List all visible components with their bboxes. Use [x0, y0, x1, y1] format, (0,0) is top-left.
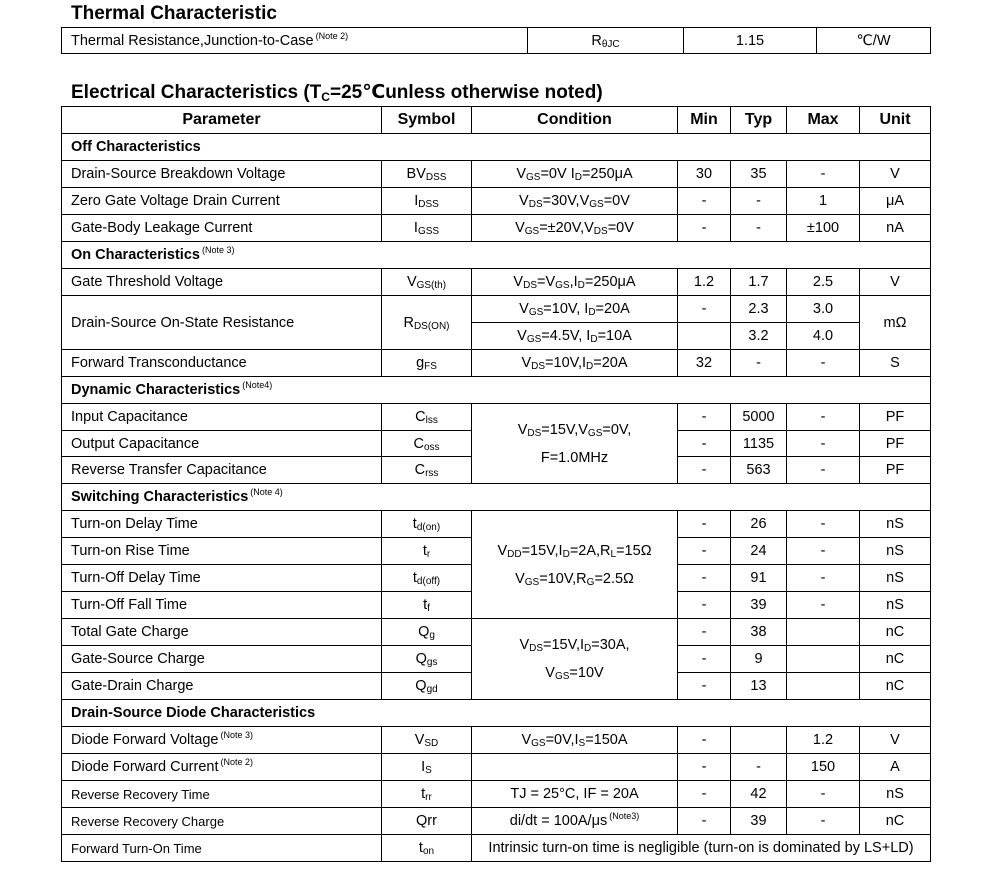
section-off [62, 134, 931, 161]
unit-cell: nS [860, 511, 931, 538]
param-cell [62, 781, 382, 808]
note-ref: (Note 3) [220, 730, 254, 740]
param-label: Turn-on Delay Time [71, 516, 198, 532]
min-cell: - [678, 215, 731, 242]
electrical-title [71, 82, 603, 104]
max-cell: 3.0 [787, 296, 860, 323]
typ-cell: 91 [731, 565, 787, 592]
condition-cell: $V_{DS}=30V,V_{GS}=0V$ [472, 188, 678, 215]
typ-cell: - [731, 188, 787, 215]
max-cell: - [787, 431, 860, 457]
value-cell: 1.15 [684, 28, 817, 54]
symbol-cell [382, 754, 472, 781]
table-row [62, 269, 931, 296]
typ-cell: 3.2 [731, 323, 787, 350]
table-row [62, 781, 931, 808]
param-label: Gate Threshold Voltage [71, 274, 224, 290]
param-cell [62, 592, 382, 619]
min-cell [678, 323, 731, 350]
param-cell [62, 188, 382, 215]
param-label: Reverse Recovery Time [71, 786, 210, 802]
symbol-sub: GS(th) [416, 280, 447, 291]
typ-cell: 42 [731, 781, 787, 808]
symbol-cell [382, 431, 472, 457]
symbol: t [412, 516, 417, 532]
unit-cell: PF [860, 457, 931, 484]
symbol: t [423, 597, 428, 613]
condition-line: $V_{GS}=10V$ [545, 665, 604, 682]
symbol-cell [382, 269, 472, 296]
symbol-sub: rss [425, 468, 439, 479]
symbol: t [421, 786, 426, 802]
unit-cell: nS [860, 781, 931, 808]
unit-cell: V [860, 269, 931, 296]
section-on [62, 242, 931, 269]
typ-cell: 35 [731, 161, 787, 188]
max-cell: 1.2 [787, 727, 860, 754]
title-sub: C [321, 90, 330, 104]
unit-cell: μA [860, 188, 931, 215]
min-cell: - [678, 619, 731, 646]
symbol-sub: lss [425, 415, 438, 426]
table-row [62, 727, 931, 754]
max-cell: 1 [787, 188, 860, 215]
table-row [62, 188, 931, 215]
typ-cell: 39 [731, 592, 787, 619]
max-cell: 4.0 [787, 323, 860, 350]
table-row [62, 404, 931, 431]
typ-cell: 1.7 [731, 269, 787, 296]
section-label: Switching Characteristics [71, 489, 249, 505]
symbol: C [415, 409, 426, 425]
symbol-cell [382, 457, 472, 484]
max-cell [787, 673, 860, 700]
param-label: Zero Gate Voltage Drain Current [71, 193, 280, 209]
table-row [62, 161, 931, 188]
param-cell [62, 619, 382, 646]
typ-cell: - [731, 215, 787, 242]
min-cell: - [678, 781, 731, 808]
symbol-sub: g [429, 630, 435, 641]
param-cell [62, 565, 382, 592]
symbol: I [421, 759, 426, 775]
min-cell: - [678, 727, 731, 754]
symbol-cell [382, 188, 472, 215]
symbol-sub: SD [424, 738, 439, 749]
max-cell: ±100 [787, 215, 860, 242]
min-cell: - [678, 808, 731, 835]
min-cell: - [678, 592, 731, 619]
thermal-title: Thermal Characteristic [71, 3, 277, 24]
condition-cell [472, 404, 678, 484]
typ-cell: - [731, 754, 787, 781]
max-cell: - [787, 592, 860, 619]
note-ref: (Note4) [242, 380, 273, 390]
table-row [62, 28, 931, 54]
param-cell [62, 673, 382, 700]
table-row [62, 619, 931, 646]
param-cell [62, 727, 382, 754]
typ-cell: 9 [731, 646, 787, 673]
param-label: Reverse Recovery Charge [71, 813, 225, 829]
col-max: Max [787, 107, 860, 134]
symbol: C [414, 462, 426, 478]
condition-cell: $V_{GS}=4.5V$, $I_D=10A$ [472, 323, 678, 350]
typ-cell: 38 [731, 619, 787, 646]
param-cell [62, 457, 382, 484]
section-row [62, 484, 931, 511]
symbol-sub: S [425, 765, 432, 776]
param-cell [62, 161, 382, 188]
symbol-sub: gs [426, 657, 438, 668]
symbol-sub: DS(ON) [413, 320, 450, 332]
col-parameter: Parameter [62, 107, 382, 134]
min-cell: - [678, 296, 731, 323]
condition-cell: $V_{GS}=\pm 20V,V_{DS}=0V$ [472, 215, 678, 242]
col-min: Min [678, 107, 731, 134]
condition-cell: Intrinsic turn-on time is negligible (turn-on is dominated by LS+LD) [472, 835, 931, 862]
note-ref: (Note 2) [220, 757, 253, 767]
electrical-table [61, 106, 931, 862]
param-cell [62, 269, 382, 296]
section-label: Drain-Source Diode Characteristics [71, 705, 316, 721]
param-cell [62, 404, 382, 431]
condition-cell [472, 619, 678, 700]
section-row [62, 700, 931, 727]
unit-cell: mΩ [860, 296, 931, 350]
min-cell: - [678, 754, 731, 781]
typ-cell: 5000 [731, 404, 787, 431]
param-cell [62, 28, 528, 54]
symbol-sub: gd [426, 684, 438, 695]
min-cell: - [678, 431, 731, 457]
unit-cell: A [860, 754, 931, 781]
condition-line: F=1.0MHz [540, 449, 609, 466]
min-cell: 32 [678, 350, 731, 377]
section-label: Dynamic Characteristics [71, 382, 241, 398]
symbol-cell [382, 592, 472, 619]
max-cell: - [787, 511, 860, 538]
symbol-sub: d(on) [416, 522, 441, 533]
header-row [62, 107, 931, 134]
title-part: =25℃unless otherwise noted) [329, 82, 603, 103]
symbol-sub: oss [423, 441, 440, 453]
max-cell [787, 646, 860, 673]
unit-cell: PF [860, 431, 931, 457]
param-cell [62, 538, 382, 565]
max-cell [787, 619, 860, 646]
condition-cell: $V_{DS}=10V,I_D=20A$ [472, 350, 678, 377]
table-row [62, 754, 931, 781]
param-label: Thermal Resistance,Junction-to-Case [71, 32, 314, 49]
symbol: I [414, 193, 419, 209]
symbol: BV [406, 166, 426, 182]
param-cell [62, 646, 382, 673]
section-dynamic [62, 377, 931, 404]
symbol-sub: rr [425, 792, 432, 803]
section-label: On Characteristics [71, 247, 200, 263]
symbol: g [416, 355, 425, 371]
condition-cell: di/dt = 100A/μs $^{(Note3)}$ [472, 808, 678, 835]
typ-cell: 26 [731, 511, 787, 538]
condition-cell: $V_{GS}=0V$ $I_D=250\mu A$ [472, 161, 678, 188]
param-label: Gate-Source Charge [71, 651, 205, 667]
unit-cell: PF [860, 404, 931, 431]
condition-line: $V_{DD}=15V,I_D=2A,R_L=15\Omega$ [497, 542, 652, 560]
unit-cell: V [860, 727, 931, 754]
col-unit: Unit [860, 107, 931, 134]
unit-cell: nS [860, 538, 931, 565]
unit-cell: nC [860, 619, 931, 646]
unit-cell: nC [860, 646, 931, 673]
symbol: C [413, 435, 424, 452]
param-label: Input Capacitance [71, 409, 188, 425]
symbol: Q [415, 651, 427, 667]
unit-cell: nC [860, 673, 931, 700]
condition-line: $V_{DS}=15V,V_{GS}=0V$, [517, 421, 632, 439]
min-cell: - [678, 538, 731, 565]
symbol: t [412, 570, 417, 586]
unit-cell: ℃/W [817, 28, 931, 54]
param-label: Gate-Drain Charge [71, 678, 194, 694]
symbol: t [418, 840, 423, 856]
section-row [62, 377, 931, 404]
param-label: Output Capacitance [71, 435, 200, 452]
symbol-cell [382, 835, 472, 862]
param-label: Diode Forward Current [71, 759, 219, 775]
param-cell: Drain-Source On-State Resistance [62, 296, 382, 350]
section-row [62, 242, 931, 269]
table-row [62, 835, 931, 862]
table-row [62, 511, 931, 538]
param-cell [62, 754, 382, 781]
typ-cell: 24 [731, 538, 787, 565]
symbol-sub: DSS [418, 199, 439, 210]
symbol-cell [382, 646, 472, 673]
note-ref: (Note 3) [201, 245, 235, 255]
param-cell [62, 350, 382, 377]
symbol: V [406, 274, 417, 290]
symbol-cell [382, 808, 472, 835]
condition-cell [472, 511, 678, 619]
col-symbol: Symbol [382, 107, 472, 134]
unit-cell: nS [860, 592, 931, 619]
unit-cell: nS [860, 565, 931, 592]
symbol-sub: θJC [601, 38, 620, 50]
typ-cell: 563 [731, 457, 787, 484]
symbol-cell [382, 727, 472, 754]
symbol-cell [382, 161, 472, 188]
col-condition: Condition [472, 107, 678, 134]
symbol-cell [382, 673, 472, 700]
max-cell: - [787, 538, 860, 565]
param-cell [62, 215, 382, 242]
param-label: Gate-Body Leakage Current [71, 220, 253, 236]
min-cell: - [678, 565, 731, 592]
max-cell: - [787, 565, 860, 592]
max-cell: - [787, 404, 860, 431]
param-label: Forward Transconductance [71, 355, 247, 371]
min-cell: - [678, 457, 731, 484]
unit-cell: nC [860, 808, 931, 835]
param-cell: Forward Turn-On Time [62, 835, 382, 862]
typ-cell: 13 [731, 673, 787, 700]
symbol: Q [415, 678, 427, 694]
symbol-cell [382, 565, 472, 592]
max-cell: - [787, 808, 860, 835]
table-row [62, 215, 931, 242]
param-label: Turn-Off Fall Time [71, 597, 188, 613]
condition-cell: $V_{GS}=0V,I_S=150A$ [472, 727, 678, 754]
max-cell: - [787, 350, 860, 377]
symbol: I [413, 220, 418, 236]
condition-cell [472, 754, 678, 781]
table-row [62, 350, 931, 377]
symbol-cell [382, 404, 472, 431]
symbol-cell [382, 511, 472, 538]
param-label: Total Gate Charge [71, 624, 189, 640]
typ-cell: 39 [731, 808, 787, 835]
typ-cell: 1135 [731, 431, 787, 457]
symbol-sub: f [427, 603, 430, 614]
symbol: t [422, 543, 427, 559]
max-cell: - [787, 781, 860, 808]
param-label: Diode Forward Voltage [71, 732, 219, 748]
param-label: Reverse Transfer Capacitance [71, 462, 267, 478]
symbol-cell [382, 619, 472, 646]
unit-cell: S [860, 350, 931, 377]
typ-cell [731, 727, 787, 754]
condition-line: $V_{DS}=15V,I_D=30A$, [519, 637, 630, 654]
min-cell: - [678, 673, 731, 700]
thermal-table [61, 27, 931, 54]
symbol-sub: d(off) [416, 576, 441, 587]
section-row [62, 134, 931, 161]
param-label: Turn-on Rise Time [71, 543, 190, 559]
max-cell: - [787, 457, 860, 484]
min-cell: 1.2 [678, 269, 731, 296]
symbol-sub: r [426, 549, 431, 560]
section-label: Off Characteristics [71, 139, 201, 155]
section-switching [62, 484, 931, 511]
min-cell: - [678, 646, 731, 673]
param-cell [62, 431, 382, 457]
unit-cell: nA [860, 215, 931, 242]
symbol: V [414, 732, 425, 748]
min-cell: - [678, 404, 731, 431]
param-cell [62, 808, 382, 835]
max-cell: 2.5 [787, 269, 860, 296]
condition-cell: TJ = 25°C, IF = 20A [472, 781, 678, 808]
param-cell [62, 511, 382, 538]
table-row [62, 808, 931, 835]
typ-cell: 2.3 [731, 296, 787, 323]
max-cell: 150 [787, 754, 860, 781]
symbol-cell [382, 350, 472, 377]
min-cell: - [678, 511, 731, 538]
symbol-cell [382, 215, 472, 242]
symbol-cell [528, 28, 684, 54]
symbol-sub: FS [424, 361, 437, 372]
symbol-cell [382, 781, 472, 808]
note-ref: (Note 2) [315, 30, 349, 41]
max-cell: - [787, 161, 860, 188]
table-row [62, 296, 931, 323]
param-label: Drain-Source Breakdown Voltage [71, 166, 286, 182]
symbol: Q [418, 624, 430, 640]
symbol-sub: on [422, 846, 435, 857]
symbol-cell [382, 296, 472, 350]
condition-cell: $V_{GS}=10V$, $I_D=20A$ [472, 296, 678, 323]
condition-line: $V_{GS}=10V,R_G=2.5\Omega$ [515, 570, 634, 588]
symbol-sub: DSS [425, 172, 447, 183]
typ-cell: - [731, 350, 787, 377]
title-part: Electrical Characteristics (T [71, 82, 322, 103]
symbol: Qrr [416, 813, 437, 829]
note-ref: (Note 4) [250, 487, 283, 497]
condition-cell: $V_{DS}=V_{GS},I_D=250\mu A$ [472, 269, 678, 296]
symbol-cell [382, 538, 472, 565]
symbol: R [403, 314, 414, 331]
symbol-sub: GSS [417, 226, 440, 237]
param-label: Turn-Off Delay Time [71, 570, 201, 586]
col-typ: Typ [731, 107, 787, 134]
min-cell: - [678, 188, 731, 215]
symbol: R [591, 32, 602, 49]
min-cell: 30 [678, 161, 731, 188]
section-diode [62, 700, 931, 727]
unit-cell: V [860, 161, 931, 188]
